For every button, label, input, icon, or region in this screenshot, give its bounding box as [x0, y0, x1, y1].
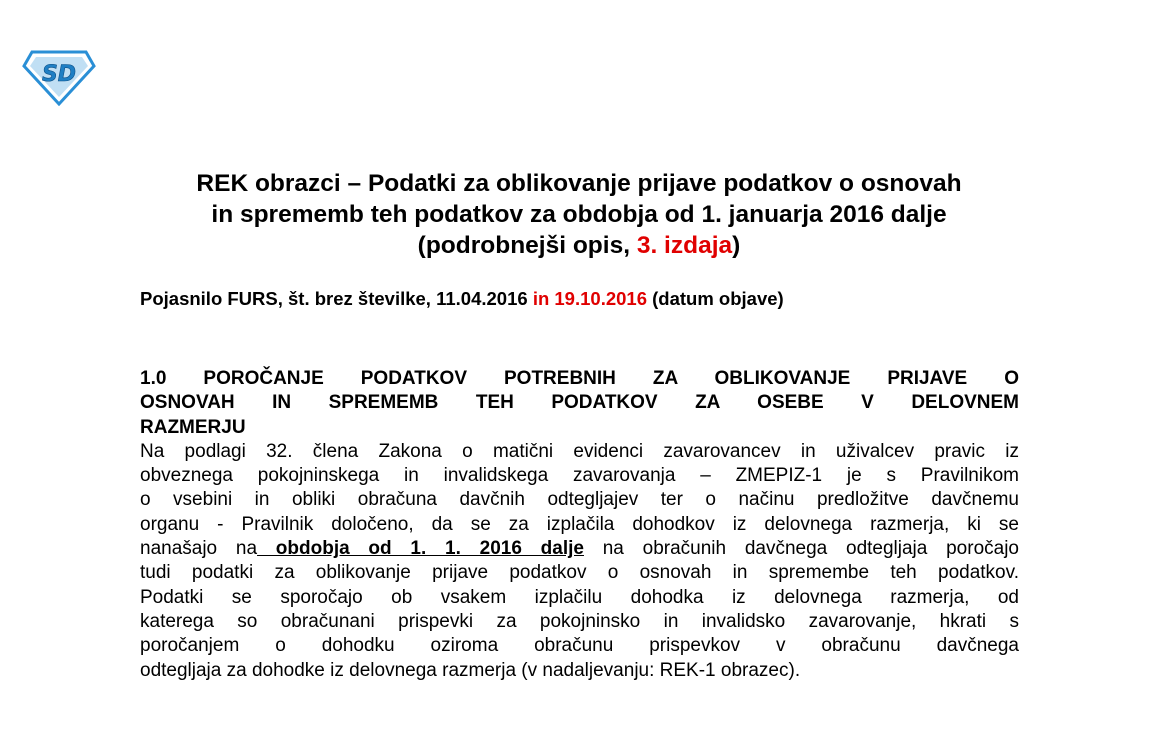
body-line: Podatki se sporočajo ob vsakem izplačilu dohodka iz delovnega razmerja, od	[140, 586, 1019, 608]
body-line-5-suffix: na obračunih davčnega odtegljaja poročajo	[583, 538, 1019, 560]
document-title	[140, 168, 1018, 261]
period-underlined: obdobja od 1. 1. 2016 dalje	[257, 538, 584, 560]
section-heading-line-2: OSNOVAH IN SPREMEMB TEH PODATKOV ZA OSEBE V DELOVNEM	[140, 392, 1019, 414]
section-1-0	[140, 367, 1019, 683]
section-heading-line-1: 1.0 POROČANJE PODATKOV POTREBNIH ZA OBLIKOVANJE PRIJAVE O	[140, 368, 1019, 389]
body-line: Na podlagi 32. člena Zakona o matični evidenci zavarovancev in uživalcev pravic iz	[140, 440, 1019, 462]
furs-explanation-note	[140, 288, 1020, 310]
title-line-2: in sprememb teh podatkov za obdobja od 1. januarja 2016 dalje	[211, 201, 947, 228]
title-line-3	[140, 230, 1018, 261]
body-line: odtegljaja za dohodke iz delovnega razmerja (v nadaljevanju: REK-1 obrazec).	[140, 659, 801, 681]
body-line: o vsebini in obliki obračuna davčnih odtegljajev ter o načinu predložitve davčnemu	[140, 489, 1019, 511]
svg-text:SD: SD	[41, 62, 77, 87]
body-line: poročanjem o dohodku oziroma obračunu prispevkov v obračunu davčnega	[140, 635, 1019, 657]
title-line-3-prefix: (podrobnejši opis,	[417, 232, 637, 259]
edition-label: 3. izdaja	[636, 232, 733, 259]
body-line: tudi podatki za oblikovanje prijave podatkov o osnovah in spremembe teh podatkov.	[140, 562, 1019, 584]
body-line: obveznega pokojninskega in invalidskega zavarovanja – ZMEPIZ-1 je s Pravilnikom	[140, 465, 1019, 487]
body-line-period	[140, 537, 1019, 561]
title-line-3-suffix: )	[732, 232, 741, 259]
section-heading-line-3: RAZMERJU	[140, 416, 246, 438]
note-text-2: (datum objave)	[646, 288, 784, 309]
note-red-date: in 19.10.2016	[532, 288, 647, 309]
note-text-1: Pojasnilo FURS, št. brez številke, 11.04.2016	[140, 288, 533, 309]
body-line: katerega so obračunani prispevki za pokojninsko in invalidsko zavarovanje, hkrati s	[140, 610, 1019, 632]
body-line: organu - Pravilnik določeno, da se za izplačila dohodkov iz delovnega razmerja, ki se	[140, 513, 1019, 535]
body-line-5-prefix: nanašajo na	[140, 538, 258, 560]
title-line-1: REK obrazci – Podatki za oblikovanje prijave podatkov o osnovah	[196, 170, 962, 197]
sd-logo-icon	[22, 48, 96, 106]
